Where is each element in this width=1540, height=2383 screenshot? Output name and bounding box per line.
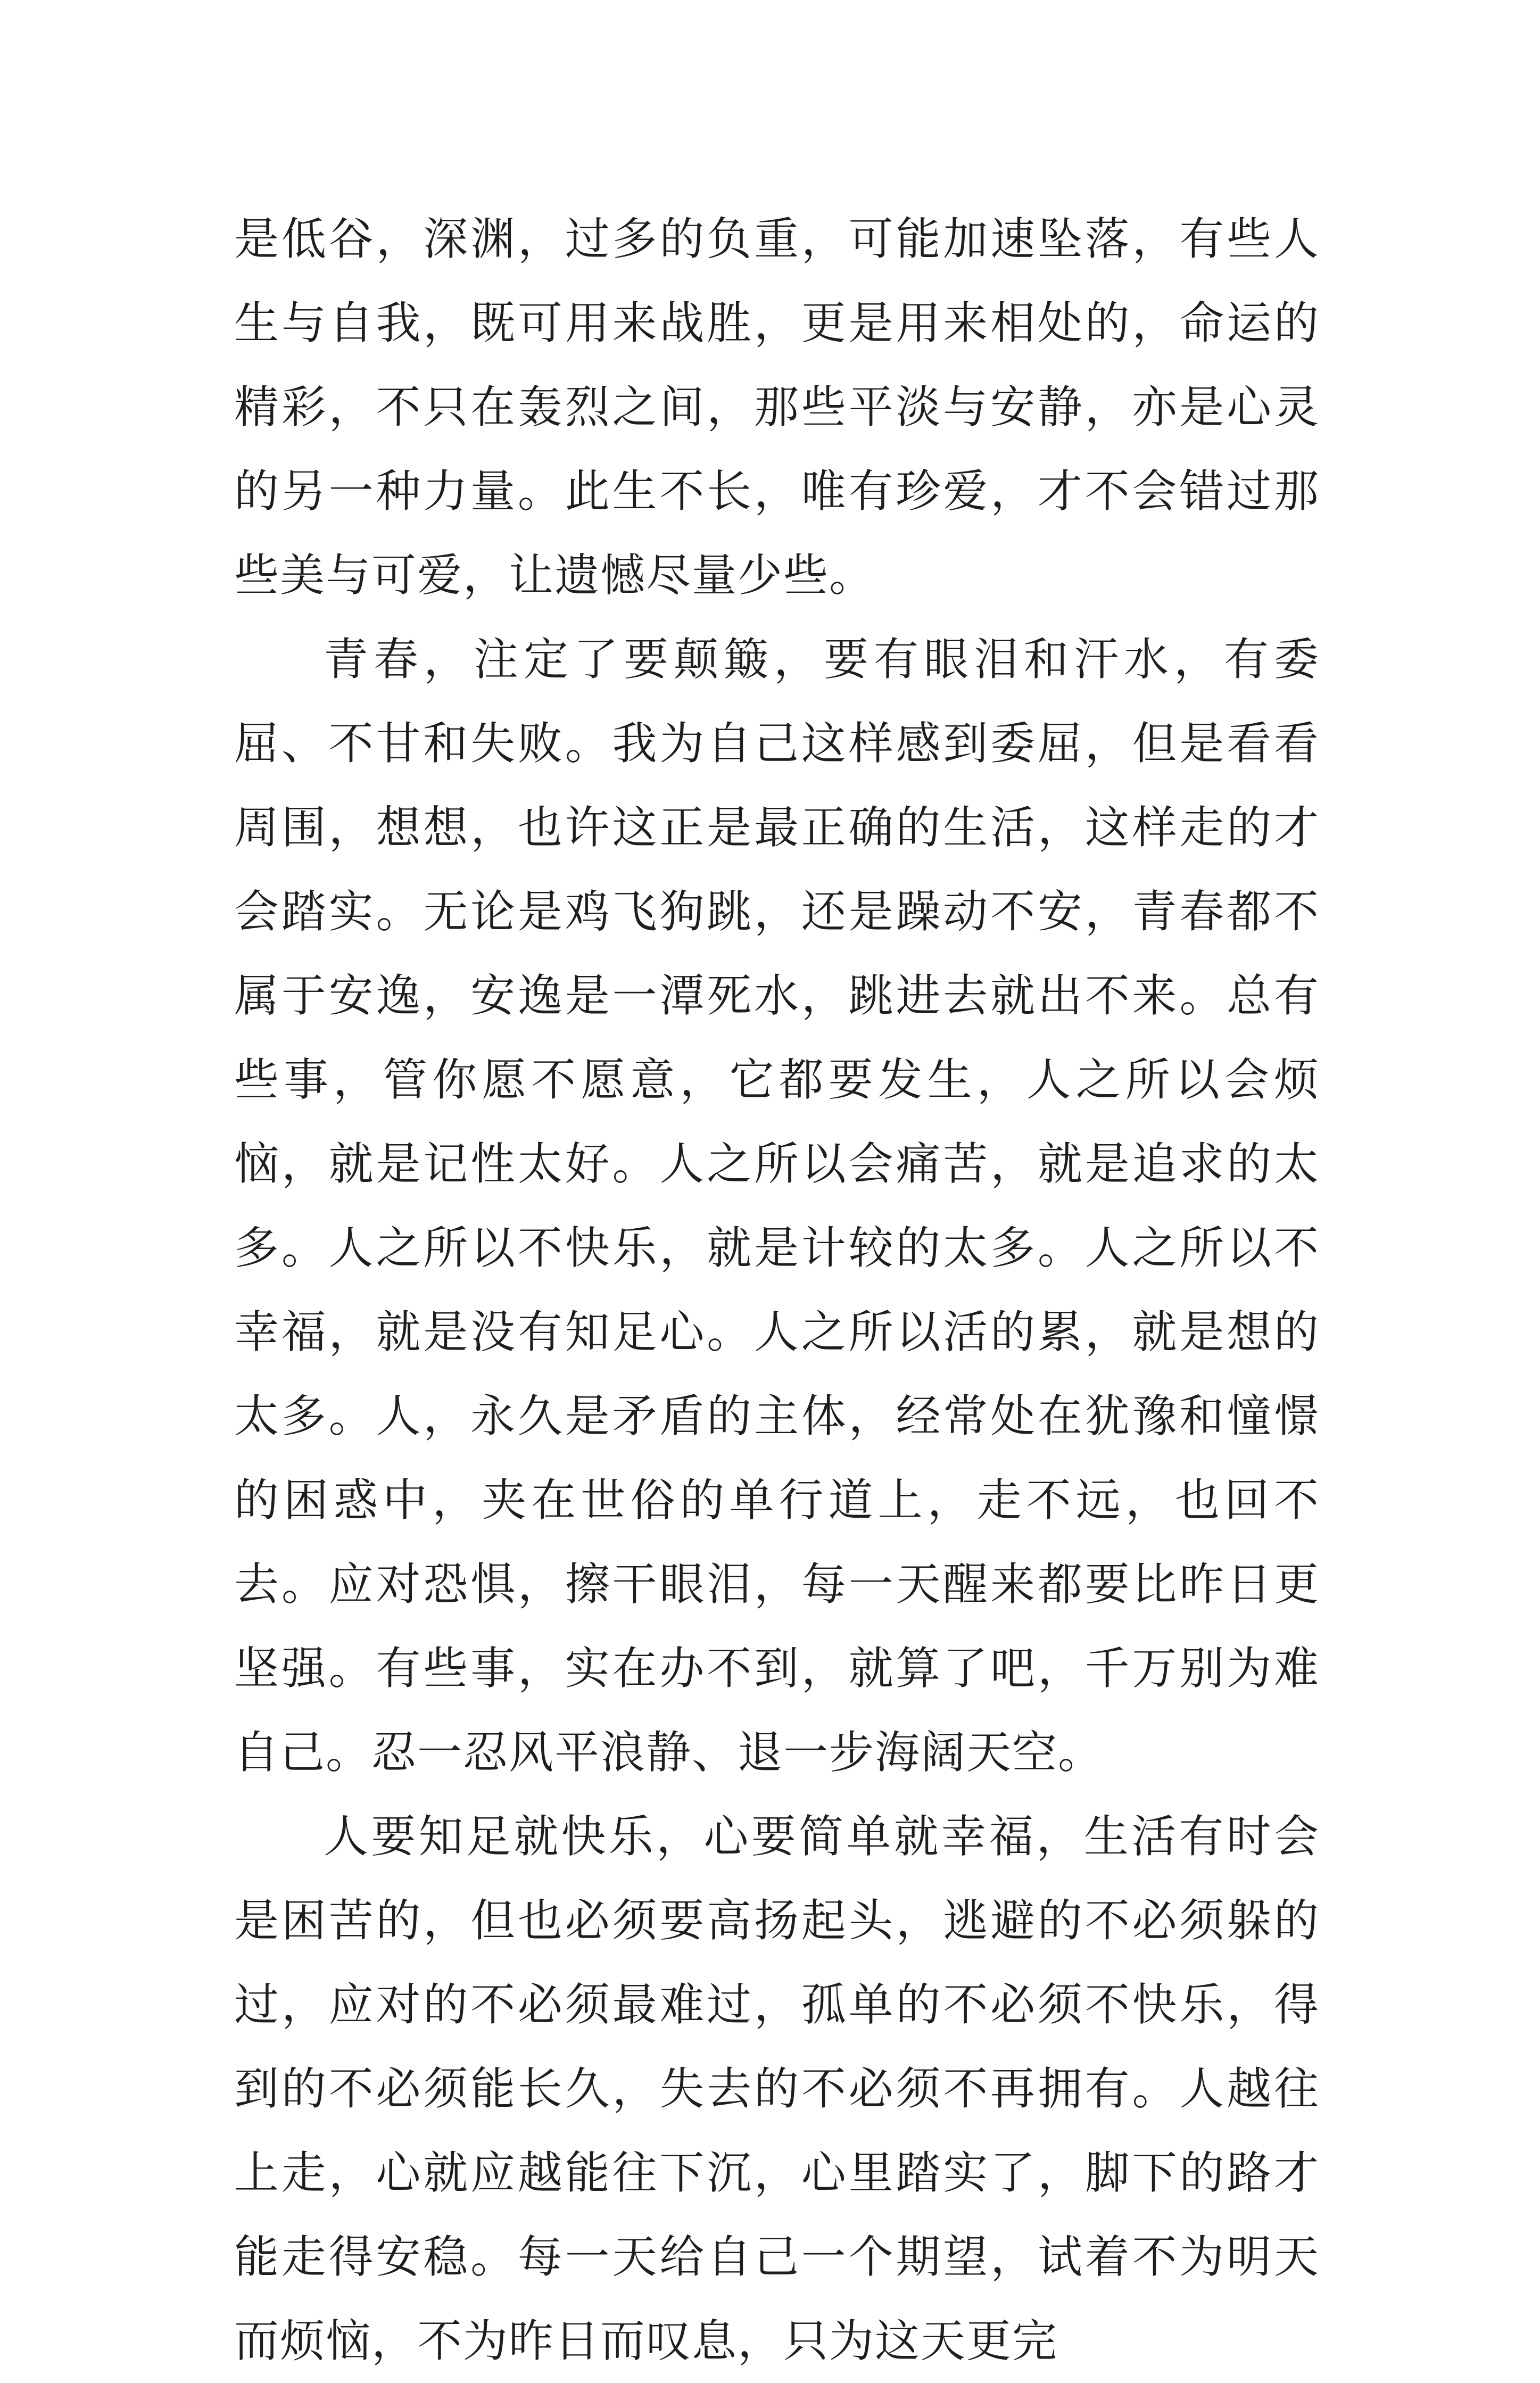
body-text bbox=[234, 197, 1320, 2383]
paragraph-2: 青春，注定了要颠簸，要有眼泪和汗水，有委屈、不甘和失败。我为自己这样感到委屈，但是看看周围，想想，也许这正是最正确的生活，这样走的才会踏实。无论是鸡飞狗跳，还是躁动不安，青春都不属于安逸，安逸是一潭死水，跳进去就出不来。总有些事，管你愿不愿意，它都要发生，人之所以会烦恼，就是记性太好。人之所以会痛苦，就是追求的太多。人之所以不快乐，就是计较的太多。人之所以不幸福，就是没有知足心。人之所以活的累，就是想的太多。人，永久是矛盾的主体，经常处在犹豫和憧憬的困惑中，夹在世俗的单行道上，走不远，也回不去。应对恐惧，擦干眼泪，每一天醒来都要比昨日更坚强。有些事，实在办不到，就算了吧，千万别为难自己。忍一忍风平浪静、退一步海阔天空。 bbox=[234, 633, 1320, 1778]
paragraph-3: 人要知足就快乐，心要简单就幸福，生活有时会是困苦的，但也必须要高扬起头，逃避的不必须躲的过，应对的不必须最难过，孤单的不必须不快乐，得到的不必须能长久，失去的不必须不再拥有。人越往上走，心就应越能往下沉，心里踏实了，脚下的路才能走得安稳。每一天给自己一个期望，试着不为明天而烦恼，不为昨日而叹息，只为这天更完 bbox=[234, 1810, 1320, 2367]
paragraph-1: 是低谷，深渊，过多的负重，可能加速坠落，有些人生与自我，既可用来战胜，更是用来相处的，命运的精彩，不只在轰烈之间，那些平淡与安静，亦是心灵的另一种力量。此生不长，唯有珍爱，才不会错过那些美与可爱，让遗憾尽量少些。 bbox=[234, 213, 1320, 601]
